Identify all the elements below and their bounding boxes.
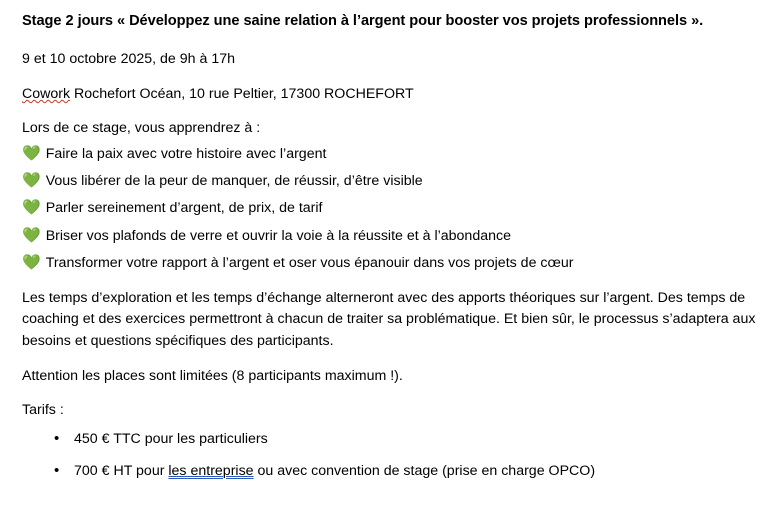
list-item [22,145,759,163]
benefit-text: Vous libérer de la peur de manquer, de réussir, d’être visible [45,173,423,190]
page-title: Stage 2 jours « Développez une saine relation à l’argent pour booster vos projets professionnels ». [22,13,704,29]
tarif-text: 700 € HT pour [74,463,169,480]
list-item [22,227,759,245]
venue-line [22,85,759,104]
tarif-text: 450 € TTC pour les particuliers [74,430,268,447]
tarifs-list [22,430,759,481]
benefit-text: Briser vos plafonds de verre et ouvrir la voie à la réussite et à l’abondance [45,227,511,244]
list-item [22,172,759,190]
description-paragraph: Les temps d’exploration et les temps d’échange alterneront avec des apports théoriques sur l’argent. Des temps de coaching et des exercices permettront à chacun de traiter sa problématique. Et bien sûr, le processus s’adaptera aux besoins et questions spécifiques des participants. [22,289,756,350]
intro-line: Lors de ce stage, vous apprendrez à : [22,120,261,137]
green-heart-icon: 💚 [22,226,41,244]
benefit-text: Faire la paix avec votre histoire avec l’argent [45,146,327,163]
spellcheck-word: Cowork [22,85,71,102]
list-item [74,430,759,448]
benefit-text: Parler sereinement d’argent, de prix, de tarif [45,200,323,217]
list-item [22,254,759,272]
list-item [22,199,759,217]
green-heart-icon: 💚 [22,172,41,190]
green-heart-icon: 💚 [22,253,41,271]
tarifs-label: Tarifs : [22,401,64,418]
list-item [74,462,759,480]
tarif-text-suffix: ou avec convention de stage (prise en charge OPCO) [253,463,596,480]
venue-address: Rochefort Océan, 10 rue Peltier, 17300 ROCHEFORT [70,85,414,102]
attention-paragraph: Attention les places sont limitées (8 participants maximum !). [22,367,403,384]
benefit-text: Transformer votre rapport à l’argent et oser vous épanouir dans vos projets de cœur [45,254,574,271]
date-line: 9 et 10 octobre 2025, de 9h à 17h [22,50,235,67]
green-heart-icon: 💚 [22,199,41,217]
green-heart-icon: 💚 [22,145,41,163]
grammar-error-text: les entreprise [168,463,254,480]
benefits-list [22,145,759,272]
